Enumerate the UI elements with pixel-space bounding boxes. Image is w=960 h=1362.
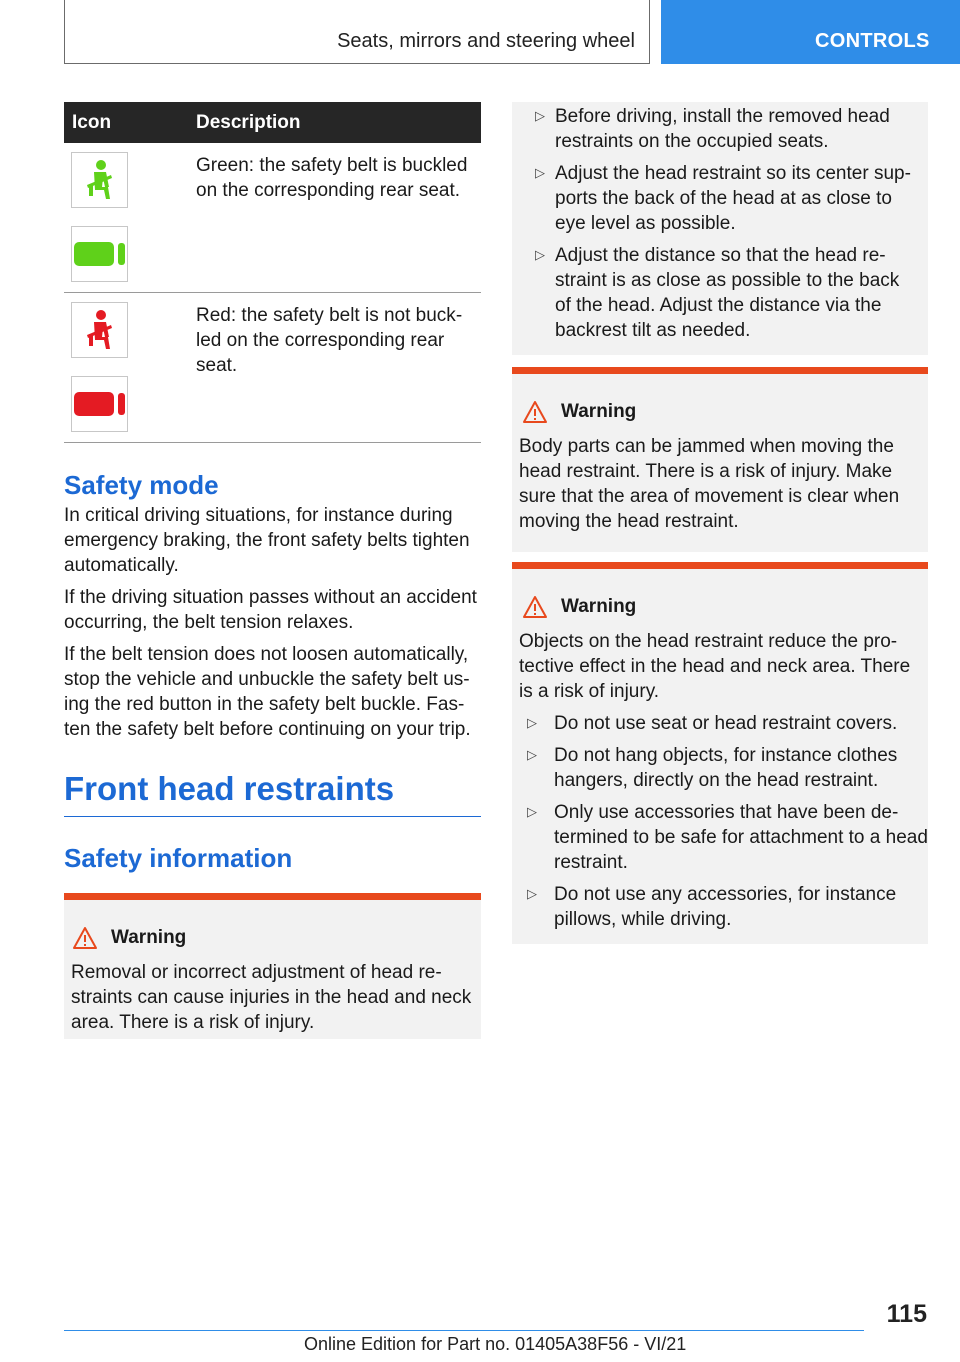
green-seat-indicator-icon	[71, 226, 128, 282]
warning-triangle-icon	[522, 400, 548, 424]
front-head-restraints-title: Front head restraints	[64, 768, 481, 817]
warning-box	[512, 367, 928, 552]
list-item: ▷ Before driving, install the removed head restraints on the occupied seats.	[522, 104, 918, 154]
green-seat-dot	[118, 243, 125, 265]
list-item: ▷ Only use accessories that have been determined to be safe for attachment to a head restraint.	[512, 800, 928, 875]
edition-footer: Online Edition for Part no. 01405A38F56 - VI/21	[304, 1334, 687, 1354]
warning-label: Warning	[561, 596, 637, 617]
chapter-title: CONTROLS	[815, 30, 930, 52]
section-title: Seats, mirrors and steering wheel	[337, 30, 635, 52]
safety-mode-paragraph: If the driving situation passes without an accident occurring, the belt tension relaxes.	[64, 587, 477, 633]
red-description: Red: the safety belt is not buckled on the corresponding rear seat.	[188, 293, 481, 443]
warning-triangle-icon	[522, 595, 548, 619]
chapter-tab[interactable]	[661, 0, 960, 64]
warning-list	[512, 711, 928, 932]
right-column	[512, 102, 928, 944]
list-item: ▷ Do not hang objects, for instance clothes hangers, directly on the head restraint.	[512, 743, 928, 793]
list-item: ▷ Do not use any accessories, for instance pillows, while driving.	[512, 882, 928, 932]
running-header-section	[64, 0, 650, 64]
safety-mode-paragraph: In critical driving situations, for instance during emergency braking, the front safety belts tighten automatically.	[64, 505, 470, 576]
icon-column-header: Icon	[64, 102, 188, 143]
page-number: 115	[886, 1300, 927, 1328]
instruction-list-box	[512, 102, 928, 355]
safety-mode-heading: Safety mode	[64, 470, 219, 500]
warning-text: Objects on the head restraint reduce the protective effect in the head and neck area. There is a risk of injury.	[519, 631, 911, 702]
red-seat-dot	[118, 393, 125, 415]
red-seatbelt-icon	[71, 302, 128, 358]
warning-text: Removal or incorrect adjustment of head restraints can cause injuries in the head and neck area. There is a risk of injury.	[71, 962, 472, 1033]
left-column	[64, 102, 481, 1039]
footer-divider	[64, 1330, 864, 1331]
table-row-red	[64, 293, 481, 443]
list-item: ▷ Adjust the head restraint so its center supports the back of the head at as close to eye level as possible.	[522, 161, 918, 236]
description-column-header: Description	[188, 102, 481, 143]
safety-mode-paragraph: If the belt tension does not loosen automatically, stop the vehicle and unbuckle the safety belt using the red button in the safety belt buckle. Fasten the safety belt before continuing on your trip.	[64, 644, 471, 740]
warning-label: Warning	[561, 401, 637, 422]
warning-box	[64, 893, 481, 1039]
warning-triangle-icon	[72, 926, 98, 950]
red-seat-pill	[74, 392, 114, 416]
list-item: ▷ Do not use seat or head restraint covers.	[512, 711, 928, 736]
warning-label: Warning	[111, 927, 187, 948]
icon-description-table	[64, 102, 481, 443]
green-seatbelt-icon	[71, 152, 128, 208]
warning-text: Body parts can be jammed when moving the head restraint. There is a risk of injury. Make sure that the area of movement is clear when moving the head restraint.	[519, 436, 900, 532]
green-seat-pill	[74, 242, 114, 266]
table-row-green	[64, 143, 481, 293]
warning-box	[512, 562, 928, 944]
instruction-list	[522, 104, 918, 343]
safety-information-heading: Safety information	[64, 843, 293, 873]
list-item: ▷ Adjust the distance so that the head restraint is as close as possible to the back of the head. Adjust the distance via the backrest tilt as needed.	[522, 243, 918, 343]
green-description: Green: the safety belt is buckled on the corresponding rear seat.	[188, 143, 481, 293]
red-seat-indicator-icon	[71, 376, 128, 432]
